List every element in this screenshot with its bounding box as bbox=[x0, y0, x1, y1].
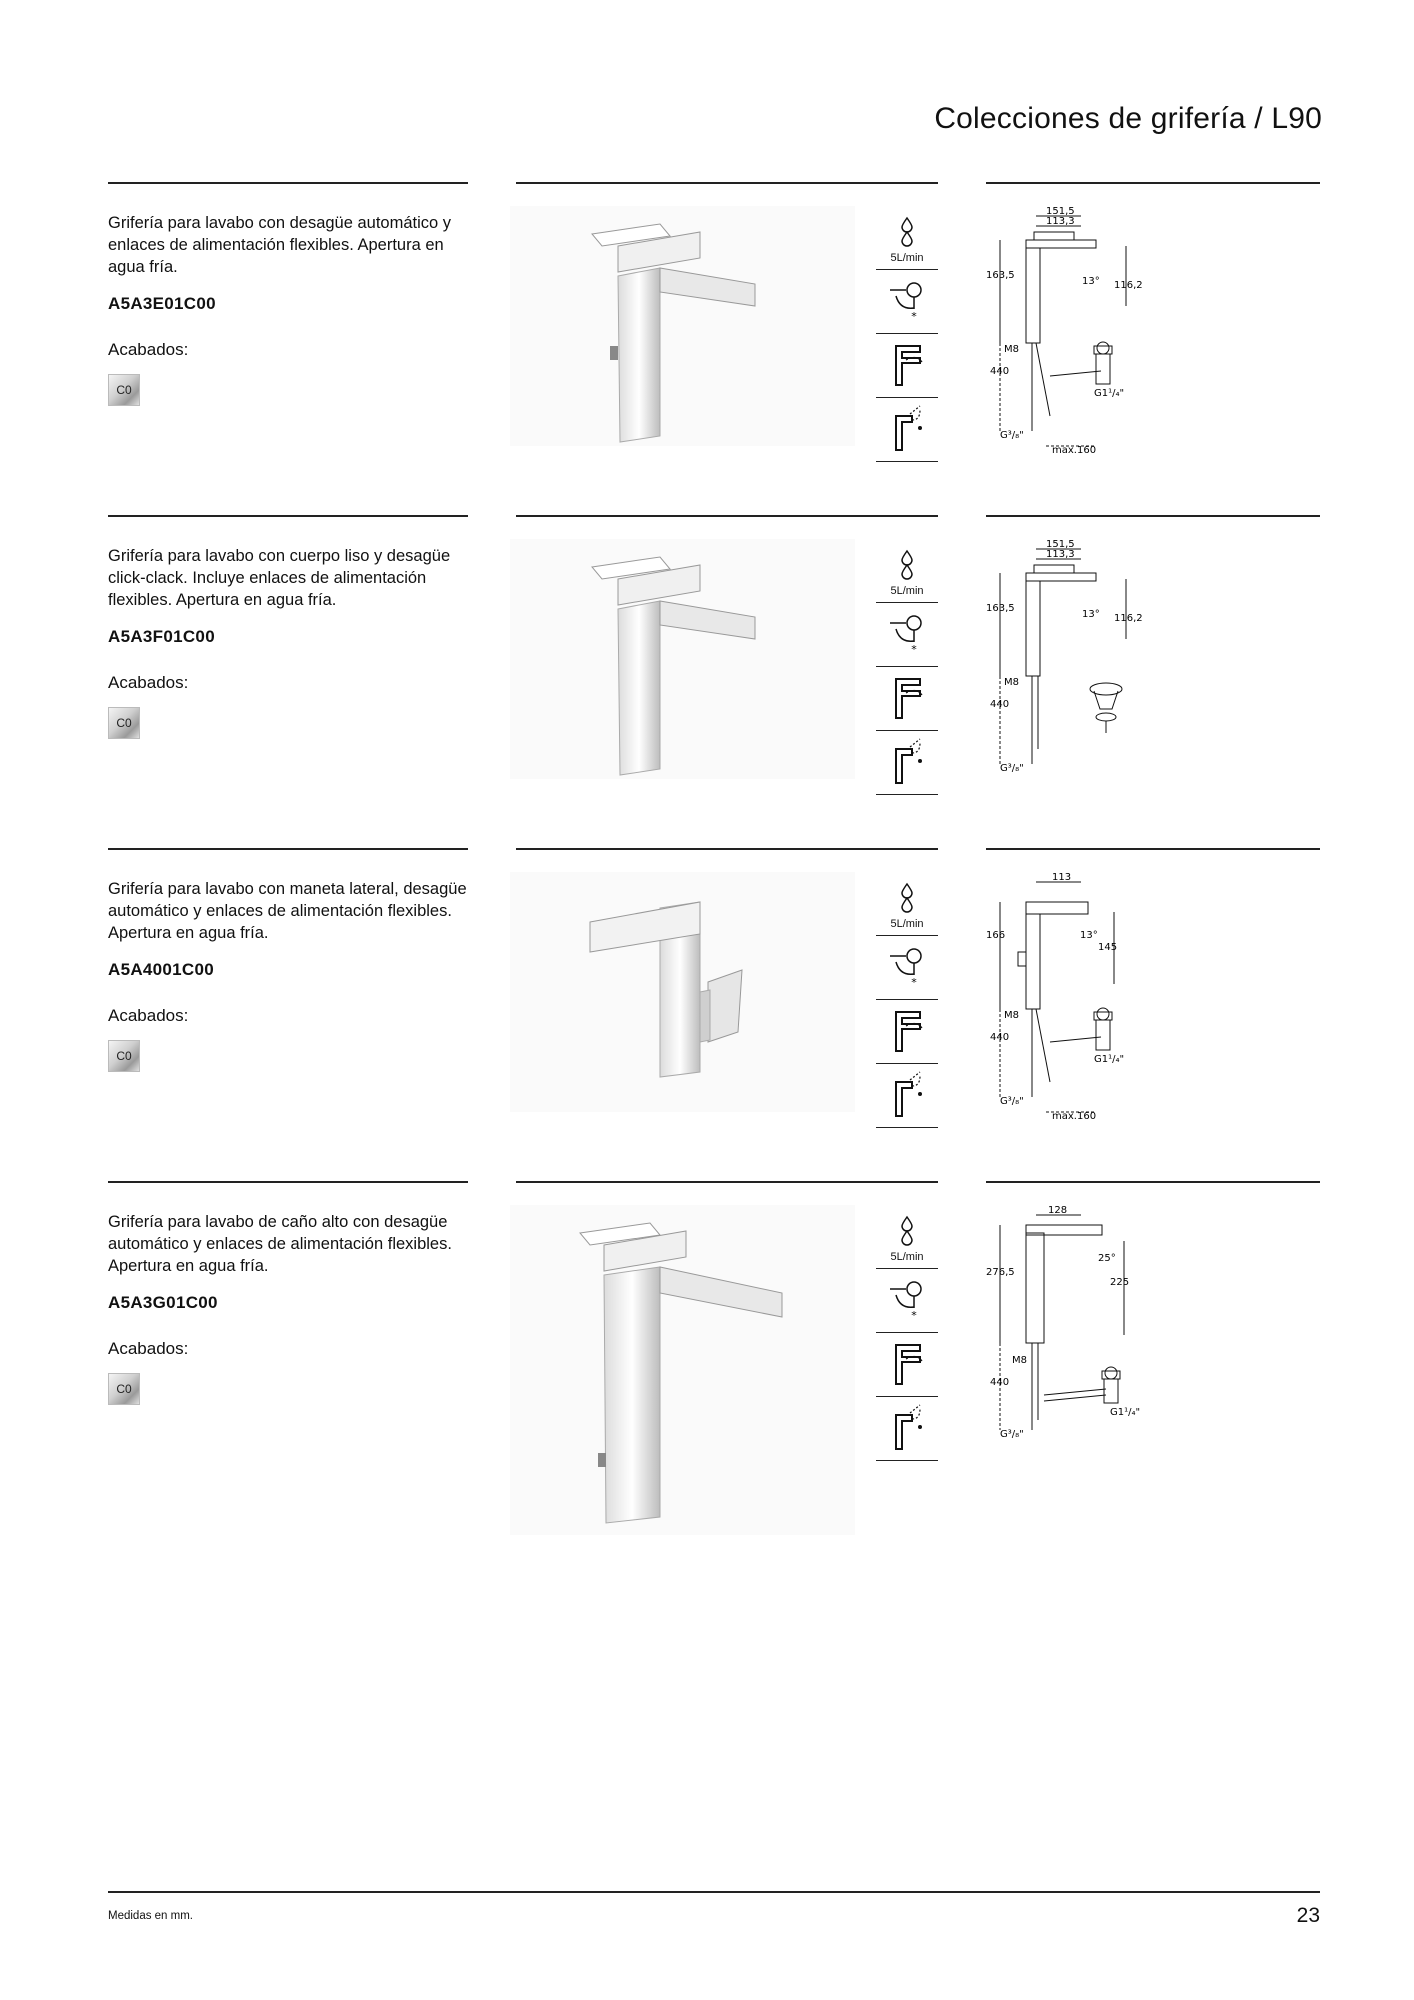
dim-thread: M8 bbox=[1004, 677, 1019, 688]
footer-divider bbox=[108, 1891, 1320, 1893]
lever-rotation-icon bbox=[876, 1064, 938, 1128]
finishes-label: Acabados: bbox=[108, 673, 189, 692]
flow-rate-label: 5L/min bbox=[890, 252, 924, 264]
product-1 bbox=[0, 182, 1414, 512]
svg-text:*: * bbox=[911, 1309, 917, 1322]
flow-rate-label: 5L/min bbox=[890, 1251, 924, 1263]
feature-icons bbox=[876, 206, 938, 462]
product-description: Grifería para lavabo con maneta lateral, desagüe automático y enlaces de alimentación flexibles. Apertura en agua fría. bbox=[108, 880, 467, 942]
faucet-outline-icon bbox=[876, 667, 938, 731]
dim-height: 166 bbox=[986, 930, 1006, 941]
product-code: A5A3F01C00 bbox=[108, 627, 215, 646]
flow-rate-label: 5L/min bbox=[890, 918, 924, 930]
lever-rotation-icon bbox=[876, 1397, 938, 1461]
flow-rate-icon bbox=[876, 1205, 938, 1269]
finishes-label: Acabados: bbox=[108, 1006, 189, 1025]
product-description: Grifería para lavabo con cuerpo liso y desagüe click-clack. Incluye enlaces de alimentación flexibles. Apertura en agua fría. bbox=[108, 547, 451, 609]
divider bbox=[108, 1181, 468, 1183]
dim-inlet: G³/₈" bbox=[1000, 763, 1024, 774]
product-3 bbox=[0, 848, 1414, 1178]
faucet-photo bbox=[510, 206, 855, 446]
finish-swatch-chrome: C0 bbox=[108, 1373, 140, 1405]
dim-right: 225 bbox=[1110, 1277, 1130, 1288]
page-number: 23 bbox=[1296, 1904, 1320, 1927]
product-description: Grifería para lavabo con desagüe automático y enlaces de alimentación flexibles. Apertura en agua fría. bbox=[108, 214, 452, 276]
page-title: Colecciones de grifería / L90 bbox=[934, 102, 1322, 135]
divider bbox=[986, 182, 1320, 184]
faucet-outline-icon bbox=[876, 1000, 938, 1064]
faucet-photo bbox=[510, 539, 855, 779]
dim-max: max.160 bbox=[1052, 1111, 1097, 1122]
dim-angle: 13° bbox=[1080, 930, 1098, 941]
feature-icons bbox=[876, 539, 938, 795]
finish-swatch-chrome: C0 bbox=[108, 1040, 140, 1072]
svg-text:*: * bbox=[911, 310, 917, 323]
divider bbox=[986, 848, 1320, 850]
product-code: A5A4001C00 bbox=[108, 960, 215, 979]
dim-waste: G1¹/₄" bbox=[1110, 1407, 1141, 1418]
finishes-label: Acabados: bbox=[108, 1339, 189, 1358]
finish-swatch-chrome: C0 bbox=[108, 374, 140, 406]
dim-a: 113 bbox=[1052, 872, 1072, 883]
dim-thread: M8 bbox=[1004, 1010, 1019, 1021]
technical-drawing bbox=[986, 206, 1176, 456]
dim-hose: 440 bbox=[990, 699, 1010, 710]
dim-height: 276,5 bbox=[986, 1267, 1015, 1278]
flow-rate-icon bbox=[876, 539, 938, 603]
lever-rotation-icon bbox=[876, 398, 938, 462]
dim-a: 151,5 bbox=[1046, 539, 1075, 550]
product-code: A5A3G01C00 bbox=[108, 1293, 218, 1312]
divider bbox=[516, 848, 938, 850]
divider bbox=[108, 848, 468, 850]
divider bbox=[516, 515, 938, 517]
dim-b: 113,3 bbox=[1046, 216, 1075, 227]
flow-rate-icon bbox=[876, 206, 938, 270]
dim-angle: 25° bbox=[1098, 1253, 1116, 1264]
faucet-photo bbox=[510, 1205, 855, 1535]
faucet-photo bbox=[510, 872, 855, 1112]
divider bbox=[986, 1181, 1320, 1183]
faucet-outline-icon bbox=[876, 334, 938, 398]
dim-hose: 440 bbox=[990, 366, 1010, 377]
dim-hose: 440 bbox=[990, 1377, 1010, 1388]
dim-angle: 13° bbox=[1082, 609, 1100, 620]
dim-inlet: G³/₈" bbox=[1000, 1096, 1024, 1107]
product-2 bbox=[0, 515, 1414, 845]
dim-hose: 440 bbox=[990, 1032, 1010, 1043]
feature-icons bbox=[876, 872, 938, 1128]
finish-swatch-chrome: C0 bbox=[108, 707, 140, 739]
footer-note: Medidas en mm. bbox=[108, 1910, 194, 1922]
dim-max: max.160 bbox=[1052, 445, 1097, 456]
dim-b: 113,3 bbox=[1046, 549, 1075, 560]
dim-a: 128 bbox=[1048, 1205, 1068, 1216]
flow-rate-label: 5L/min bbox=[890, 585, 924, 597]
cold-start-icon bbox=[876, 270, 938, 334]
divider bbox=[108, 515, 468, 517]
dim-thread: M8 bbox=[1004, 344, 1019, 355]
technical-drawing bbox=[986, 539, 1176, 789]
divider bbox=[516, 1181, 938, 1183]
feature-icons bbox=[876, 1205, 938, 1461]
technical-drawing bbox=[986, 1205, 1176, 1455]
flow-rate-icon bbox=[876, 872, 938, 936]
product-4 bbox=[0, 1181, 1414, 1511]
divider bbox=[516, 182, 938, 184]
lever-rotation-icon bbox=[876, 731, 938, 795]
cold-start-icon bbox=[876, 936, 938, 1000]
finishes-label: Acabados: bbox=[108, 340, 189, 359]
dim-waste: G1¹/₄" bbox=[1094, 388, 1125, 399]
cold-start-icon bbox=[876, 603, 938, 667]
dim-a: 151,5 bbox=[1046, 206, 1075, 217]
product-code: A5A3E01C00 bbox=[108, 294, 216, 313]
technical-drawing bbox=[986, 872, 1176, 1122]
dim-waste: G1¹/₄" bbox=[1094, 1054, 1125, 1065]
dim-right: 116,2 bbox=[1114, 280, 1143, 291]
dim-inlet: G³/₈" bbox=[1000, 1429, 1024, 1440]
dim-height: 163,5 bbox=[986, 603, 1015, 614]
cold-start-icon bbox=[876, 1269, 938, 1333]
product-description: Grifería para lavabo de caño alto con desagüe automático y enlaces de alimentación flexibles. Apertura en agua fría. bbox=[108, 1213, 452, 1275]
dim-right: 145 bbox=[1098, 942, 1118, 953]
dim-thread: M8 bbox=[1012, 1355, 1027, 1366]
svg-text:*: * bbox=[911, 976, 917, 989]
divider bbox=[108, 182, 468, 184]
dim-angle: 13° bbox=[1082, 276, 1100, 287]
divider bbox=[986, 515, 1320, 517]
svg-text:*: * bbox=[911, 643, 917, 656]
dim-inlet: G³/₈" bbox=[1000, 430, 1024, 441]
dim-right: 116,2 bbox=[1114, 613, 1143, 624]
faucet-outline-icon bbox=[876, 1333, 938, 1397]
dim-height: 163,5 bbox=[986, 270, 1015, 281]
